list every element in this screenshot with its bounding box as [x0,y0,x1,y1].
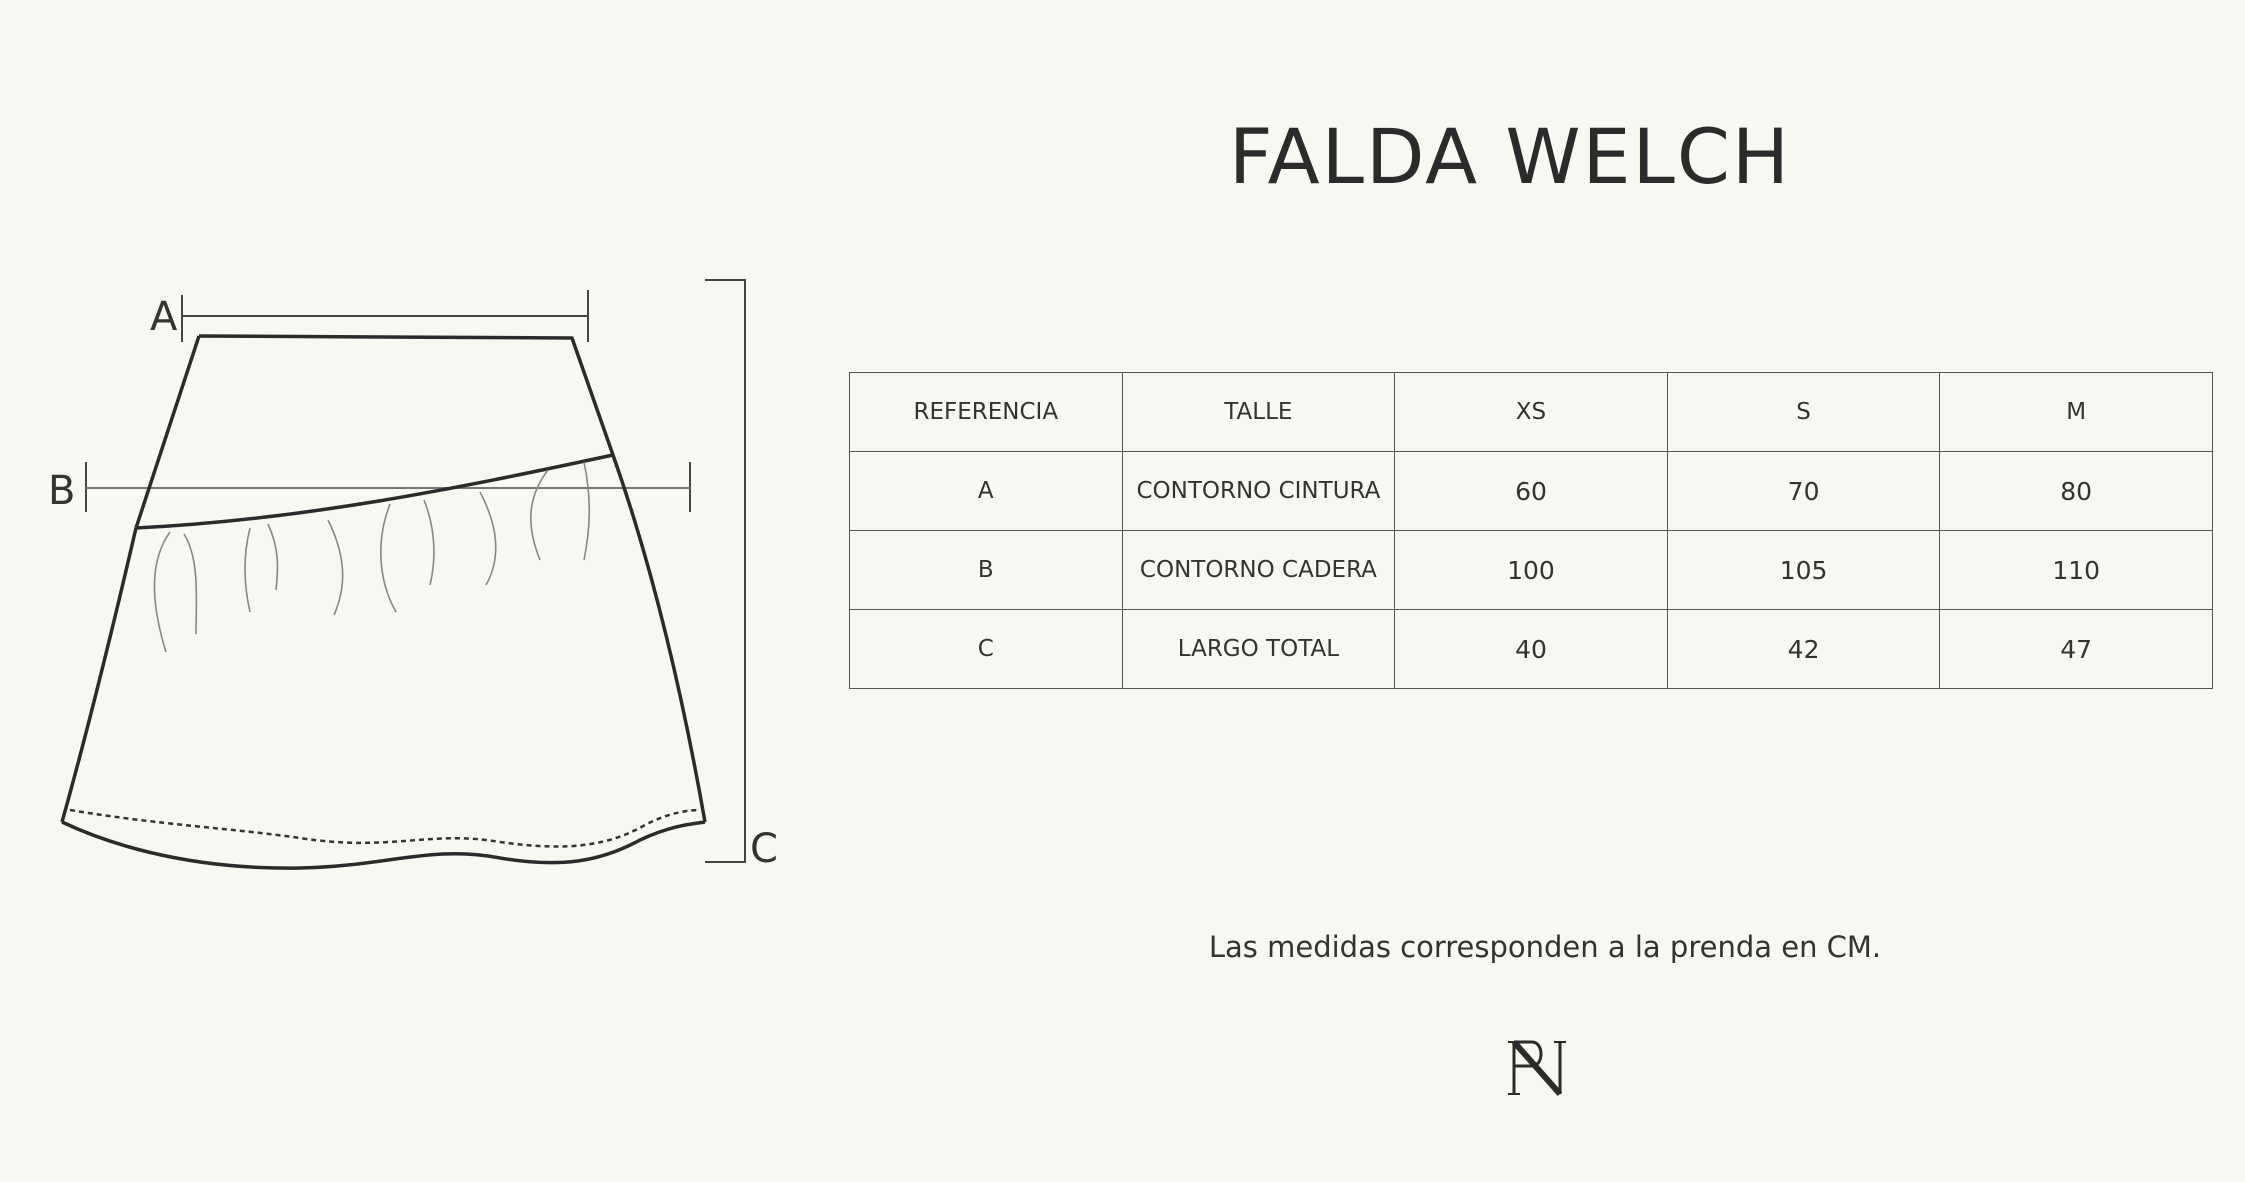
cell-m: 110 [1940,531,2213,610]
monogram-logo-icon [1500,1036,1572,1100]
cell-ref: B [850,531,1123,610]
measurement-note: Las medidas corresponden a la prenda en CM. [1208,930,1882,964]
cell-m: 47 [1940,610,2213,689]
cell-m: 80 [1940,452,2213,531]
header-xs: XS [1395,373,1668,452]
cell-s: 105 [1667,531,1940,610]
cell-s: 42 [1667,610,1940,689]
cell-talle: CONTORNO CINTURA [1122,452,1395,531]
label-c: C [750,826,778,872]
header-s: S [1667,373,1940,452]
cell-talle: CONTORNO CADERA [1122,531,1395,610]
skirt-diagram [0,0,820,920]
gather-lines [154,462,589,652]
header-talle: TALLE [1122,373,1395,452]
table-row [850,531,2213,610]
cell-s: 70 [1667,452,1940,531]
header-m: M [1940,373,2213,452]
table-header-row [850,373,2213,452]
cell-xs: 100 [1395,531,1668,610]
label-a: A [150,294,178,340]
measure-a [150,290,588,342]
cell-xs: 60 [1395,452,1668,531]
cell-xs: 40 [1395,610,1668,689]
skirt-outline [62,336,705,868]
page-title: FALDA WELCH [1228,112,1792,201]
table-row [850,610,2213,689]
table-row [850,452,2213,531]
cell-ref: A [850,452,1123,531]
header-referencia: REFERENCIA [850,373,1123,452]
cell-talle: LARGO TOTAL [1122,610,1395,689]
hem-stitching [70,810,700,847]
label-b: B [48,468,76,514]
size-table [849,372,2213,689]
measure-c [705,280,778,872]
cell-ref: C [850,610,1123,689]
